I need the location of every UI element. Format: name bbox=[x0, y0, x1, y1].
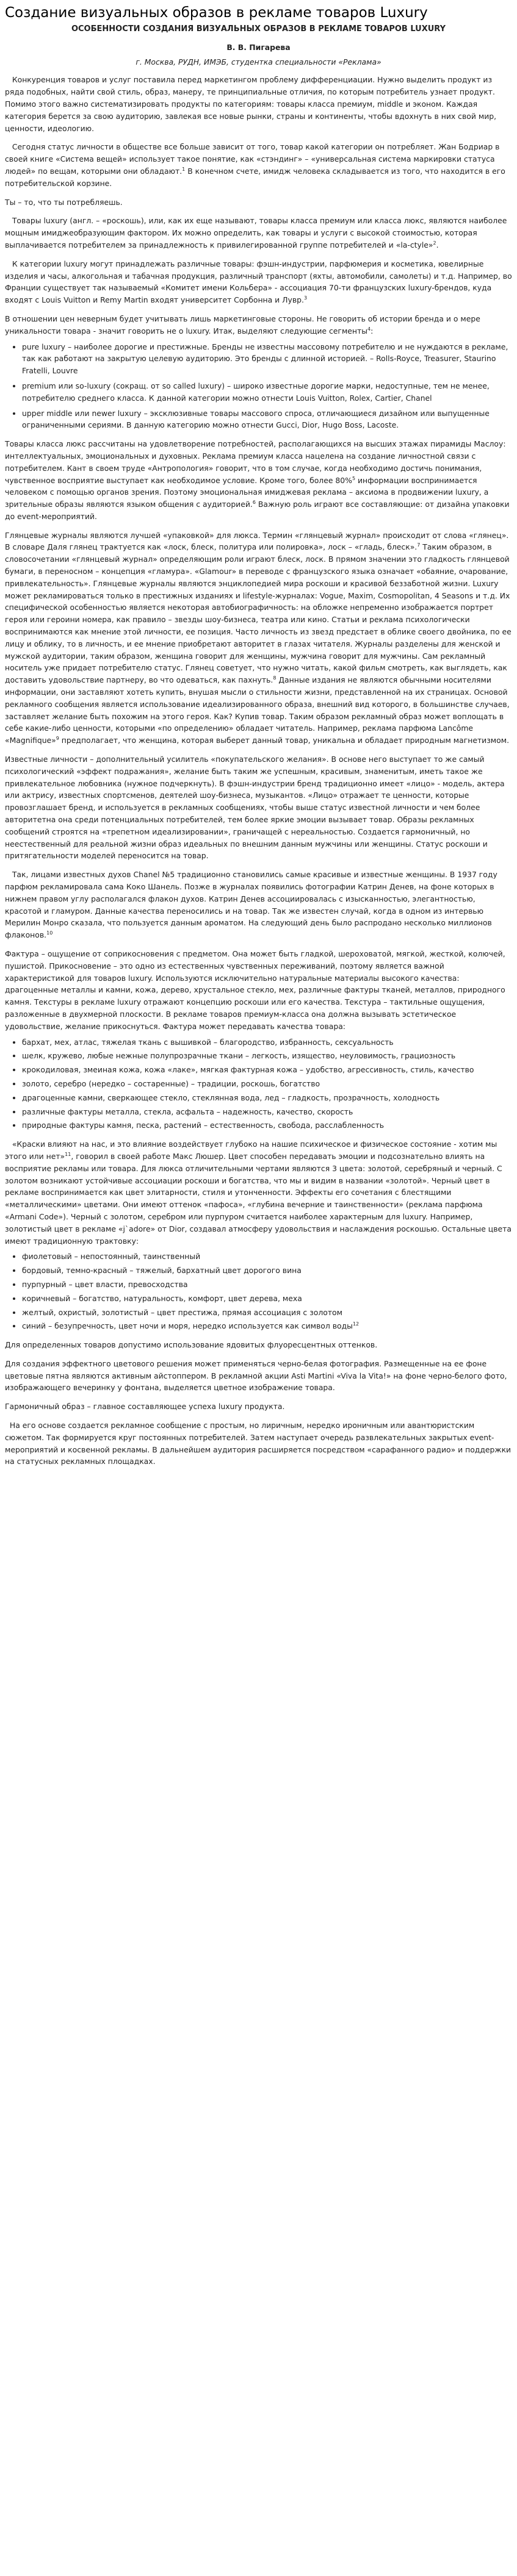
paragraph-6: В отношении цен неверным будет учитывать лишь маркетинговые стороны. Не говорить об истории бренда и о мере уникальности товара - значит говорить не о luxury. Итак, выделяют следующие сегменты$^4$: bbox=[5, 314, 480, 335]
list-item: • upper middle или newer luxury – эксклюзивные товары массового спроса, отличающиеся дизайном или выпущенные ограниченными сериями. В данную категорию можно отнести Gucci, Dior, Hugo Boss, Lacoste. bbox=[22, 407, 512, 432]
list-item: • драгоценные камни, сверкающее стекло, стеклянная вода, лед – гладкость, прозрачность, холодность bbox=[22, 1092, 512, 1104]
list-item: • premium или so-luxury (сокращ. от so called luxury) – широко известные дорогие марки, недоступные, тем не менее, потребителю среднего класса. К данной категории можно отнести Louis Vuitton, Rolex, Cartier, Chanel bbox=[22, 380, 512, 404]
paragraph-10: Так, лицами известных духов Chanel №5 традиционно становились самые красивые и известные женщины. В 1937 году парфюм рекламировала сама Коко Шанель. Позже в журналах появились фотографии Катрин Денев, на фоне которых в нижнем правом углу располагался флакон духов. Катрин Денев ассоциировалась с изысканностью, элегантностью, красотой и гламуром. Данные качества переносились и на товар. Так же известен случай, когда в одном из интервью Мерилин Монро сказала, что пользуется данным ароматом. На следующий день было распродано несколько миллионов флаконов.$^{10}$ bbox=[5, 870, 497, 940]
list-item: • бархат, мех, атлас, тяжелая ткань с вышивкой – благородство, избранность, сексуальность bbox=[22, 1036, 512, 1049]
paragraph-12: «Краски влияют на нас, и это влияние воздействует глубоко на нашие психическое и физическое состояние - хотим мы этого или нет»$^{11}$, говорил в своей работе Макс Люшер. Цвет способен передавать эмоции и подсознательно влиять на восприятие рекламы или товара. Для люкса отличительными чертами являются 3 цвета: золотой, серебряный и черный. С золотом возникают устойчивые ассоциации роскоши и богатства, что мы и видим в названии «золотой». Черный цвет в рекламе воспринимается как цвет элитарности, стиля и утонченности. Эффекты его сочетания с блестящими «металлическими» цветами. Они имеют оттенок «пафоса», «глубина вечерние и таинственности» (реклама парфюма «Armani Code»). Черный с золотом, серебром или пурпуром считается наиболее характерным для luxury. Например, золотистый цвет в рекламе «j`adore» от Dior, создавал атмосферу удовольствия и наслаждения роскошью. Остальные цвета имеют традиционную трактовку: bbox=[5, 1139, 512, 1246]
textures-list bbox=[5, 1036, 512, 1132]
list-item: • фиолетовый – непостоянный, таинственный bbox=[22, 1250, 512, 1263]
paragraph-9: Известные личности – дополнительный усилитель «покупательского желания». В основе него выступает то же самый психологический «эффект подражания», желание быть таким же успешным, красивым, знаменитым, иметь такое же привлекательное любовника (нужное подчеркнуть). В фэшн-индустрии бренд традиционно имеет «лицо» - модель, актера или актрису, известных спортсменов, деятелей шоу-бизнеса, музыкантов. «Лицо» отражает те ценности, которые провозглашает бренд, и используется в рекламных сообщениях, чтобы выше статус известной личности и чем более авторитетна она среди потенциальных потребителей, тем более яркие эмоции вызывает товар. Образы рекламных сообщений строятся на «трепетном идеализировании», граничащей с нереальностью. Создается гармоничный, но неестественный для реальной жизни образ идеальных по внешним данным мужчины или женщины. Статус роскоши и притягательности моделей переносится на товар. bbox=[5, 755, 505, 861]
list-item: • желтый, охристый, золотистый – цвет престижа, прямая ассоциация с золотом bbox=[22, 1307, 512, 1319]
author-affiliation: г. Москва, РУДН, ИМЭБ, студентка специальности «Реклама» bbox=[136, 57, 381, 66]
paragraph-5: К категории luxury могут принадлежать различные товары: фэшн-индустрии, парфюмерия и косметика, ювелирные изделия и часы, алкогольная и табачная продукция, различный транспорт (яхты, автомобили, самолеты) и т.д. Например, во Франции существует так называемый «Комитет имени Кольбера» - ассоциация 70-ти французских luxury-брендов, куда входят с Louis Vuitton и Remy Martin входят университет Сорбонна и Лувр.$^3$ bbox=[5, 259, 512, 305]
page-title: Создание визуальных образов в рекламе товаров Luxury bbox=[5, 5, 428, 21]
list-item: • pure luxury – наиболее дорогие и престижные. Бренды не известны массовому потребителю и не нуждаются в рекламе, так как работают на закрытую целевую аудиторию. Это бренды с длинной историей. – Rolls-Royce, Treasurer, Staurino Fratelli, Louvre bbox=[22, 341, 512, 377]
paragraph-14: Для создания эффектного цветового решения может применяться черно-белая фотография. Размещенные на ее фоне цветовые пятна являются активным айстоппером. В рекламной акции Asti Martini «Viva la Vita!» на фоне черно-белого фото, изображающего вечеринку у фонтана, выделяется цветное изображение товара. bbox=[5, 1358, 507, 1393]
footnote-ref[interactable]: 9 bbox=[56, 736, 59, 742]
paragraph-1: Конкуренция товаров и услуг поставила перед маркетингом проблему дифференциации. Нужно выделить продукт из ряда подобных, найти свой стиль, образ, манеру, те принципиальные отличия, по которым потребитель узнает продукт. Помимо этого важно систематизировать продукты по категориям: товары класса премиум, middle и эконом. Каждая категория берется за свою аудиторию, завлекая все новые рынки, страны и континенты, чтобы вдохнуть в них свой мир, ценности, идеологию. bbox=[5, 75, 497, 133]
footnote-ref[interactable]: 8 bbox=[273, 675, 277, 681]
list-item: • шелк, кружево, любые нежные полупрозрачные ткани – легкость, изящество, неуловимость, грациозность bbox=[22, 1050, 512, 1062]
footnote-ref[interactable]: 12 bbox=[352, 1321, 360, 1327]
paragraph-2: Сегодня статус личности в обществе все больше зависит от того, товар какой категории он потребляет. Жан Бодриар в своей книге «Система вещей» использует такое понятие, как «стэндинг» – «универсальная система маркировки статуса людей» по вещам, которыми они обладают.$^1$ В конечном счете, имидж человека складывается из того, что находится в его потребительской корзине. bbox=[5, 142, 505, 188]
footnote-ref[interactable]: 1 bbox=[182, 166, 186, 172]
footnote-ref[interactable]: 5 bbox=[352, 475, 356, 481]
list-item: • синий – безупречность, цвет ночи и моря, нередко используется как символ воды$^{12}$ bbox=[22, 1320, 512, 1332]
footnote-ref[interactable]: 7 bbox=[417, 542, 421, 548]
list-item: • пурпурный – цвет власти, превосходства bbox=[22, 1279, 512, 1291]
footnote-ref[interactable]: 10 bbox=[46, 930, 53, 936]
paragraph-8: Глянцевые журналы являются лучшей «упаковкой» для люкса. Термин «глянцевый журнал» происходит от слова «глянец». В словаре Даля глянец трактуется как «лоск, блеск, политура или полировка», лоск – «гладь, блеск».$^7$ Таким образом, в словосочетании «глянцевый журнал» определяющим роли играют блеск, лоск. В прямом значении это гладкость глянцевой бумаги, в переносном – концепция «гламура». «Glamour» в переводе с французского языка означает «обаяние, очарование, привлекательность». Глянцевые журналы являются энциклопедией мира роскоши и красивой беззаботной жизни. Luxury может рекламироваться только в престижных изданиях и lifestyle-журналах: Vogue, Maxim, Cosmopolitan, 4 Seasons и т.д. Их специфической особенностью является некоторая автобиографичность: на обложке непременно изображается портрет героя или героини номера, как правило – звезды шоу-бизнеса, театра или кино. Статьи и реклама психологически воспринимаются как мнение этой личности, ее позиция. Часто личность из звезд предстает в облике своего двойника, по ее лицу и облику, то в личность, и ее мнение приобретают авторитет в глазах читателя. Журналы разделены для женской и мужской аудитории, таким образом, женщина говорит для женщины, мужчина говорит для мужчины. Сам рекламный носитель уже придает потребителю статус. Глянец советует, что нужно читать, какой фильм смотреть, как выглядеть, как доставить удовольствие партнеру, во что одеваться, как пахнуть.$^8$ Данные издания не являются обычными носителями информации, они заставляют хотеть купить, внушая мысли о стильности жизни, представленной на их страницах. Основой рекламного сообщения является использование идеализированного образа, внешний вид которого, в большинстве случаев, заставляет желание быть похожим на этого героя. Как? Купив товар. Таким образом рекламный образ может воплощать в себе какие-либо ценности, которыми «по определению» обладает читатель. Например, реклама парфюма Lancôme «Magnifique»$^9$ предполагает, что женщина, которая выберет данный товар, уникальна и обладает природным магнетизмом. bbox=[5, 530, 512, 745]
list-item: • крокодиловая, змеиная кожа, кожа «лаке», мягкая фактурная кожа – удобство, агрессивность, стиль, качество bbox=[22, 1064, 512, 1076]
paragraph-13: Для определенных товаров допустимо использование ядовитых флуоресцентных оттенков. bbox=[5, 1340, 378, 1350]
article-subtitle: ОСОБЕННОСТИ СОЗДАНИЯ ВИЗУАЛЬНЫХ ОБРАЗОВ В РЕКЛАМЕ ТОВАРОВ LUXURY bbox=[71, 24, 446, 34]
author-name: В. В. Пигарева bbox=[226, 42, 291, 52]
colors-list bbox=[5, 1250, 512, 1332]
list-item: • природные фактуры камня, песка, растений – естественность, свобода, расслабленность bbox=[22, 1119, 512, 1132]
segments-list bbox=[5, 341, 512, 432]
footnote-ref[interactable]: 4 bbox=[367, 326, 371, 332]
list-item: • бордовый, темно-красный – тяжелый, бархатный цвет дорогого вина bbox=[22, 1265, 512, 1277]
paragraph-7: Товары класса люкс рассчитаны на удовлетворение потребностей, располагающихся на высших этажах пирамиды Маслоу: интеллектуальных, эмоциональных и духовных. Реклама премиум класса нацелена на создание личностной связи с потребителем. Кант в своем труде «Антропология» говорит, что в том случае, когда необходимо достичь понимания, чувственное восприятие выступает как необходимое условие. Кроме того, более 80%$^5$ информации воспринимается человеком с помощью органов зрения. Поэтому эмоциональная имиджевая реклама – аксиома в продвижении luxury, а зрительные образы являются языком общения с аудиторией.$^6$ Важную роль играют все составляющие: от дизайна упаковки до event-мероприятий. bbox=[5, 439, 510, 521]
paragraph-3: Ты – то, что ты потребляешь. bbox=[5, 197, 123, 207]
paragraph-16: На его основе создается рекламное сообщение с простым, но лиричным, нередко ироничным или авантюристским сюжетом. Так формируется круг постоянных потребителей. Затем наступает очередь развлекательных закрытых event-мероприятий и косвенной рекламы. В дальнейшем аудитория расширяется посредством «сарафанного радио» и поддержки на статусных рекламных площадках. bbox=[5, 1421, 512, 1466]
paragraph-15: Гармоничный образ – главное составляющее успеха luxury продукта. bbox=[5, 1402, 285, 1412]
paragraph-11: Фактура – ощущение от соприкосновения с предметом. Она может быть гладкой, шероховатой, мягкой, жесткой, колючей, пушистой. Прикосновение – это одно из естественных чувственных переживаний, поэтому является важной характеристикой для товаров luxury. Используются исключительно натуральные материалы высокого качества: драгоценные металлы и камни, кожа, дерево, хрустальное стекло, мех, различные фактуры тканей, металлов, природного камня. Текстуры в рекламе luxury отражают концепцию роскоши или его качества. Текстура – тактильные ощущения, разложенные в двухмерной плоскости. В рекламе товаров премиум-класса она должна вызывать эстетическое удовольствие, желание прикоснуться. Фактура может передавать качества товара: bbox=[5, 949, 505, 1031]
footnote-ref[interactable]: 2 bbox=[433, 240, 436, 246]
list-item: • золото, серебро (нередко – состаренные) – традиции, роскошь, богатство bbox=[22, 1078, 512, 1090]
footnote-ref[interactable]: 11 bbox=[65, 1151, 71, 1157]
list-item: • коричневый – богатство, натуральность, комфорт, цвет дерева, меха bbox=[22, 1293, 512, 1305]
footnote-ref[interactable]: 6 bbox=[252, 499, 256, 505]
footnote-ref[interactable]: 3 bbox=[303, 295, 308, 301]
paragraph-4: Товары luxury (англ. – «роскошь), или, как их еще называют, товары класса премиум или класса люкс, являются наиболее мощным имиджеобразующим фактором. Их можно определить, как товары и услуги с высокой стоимостью, которая выплачивается потребителем за принадлежность к привилегированной группе потребителей и «la-сtyle»$^2$. bbox=[5, 216, 507, 249]
list-item: • различные фактуры металла, стекла, асфальта – надежность, качество, скорость bbox=[22, 1106, 512, 1118]
